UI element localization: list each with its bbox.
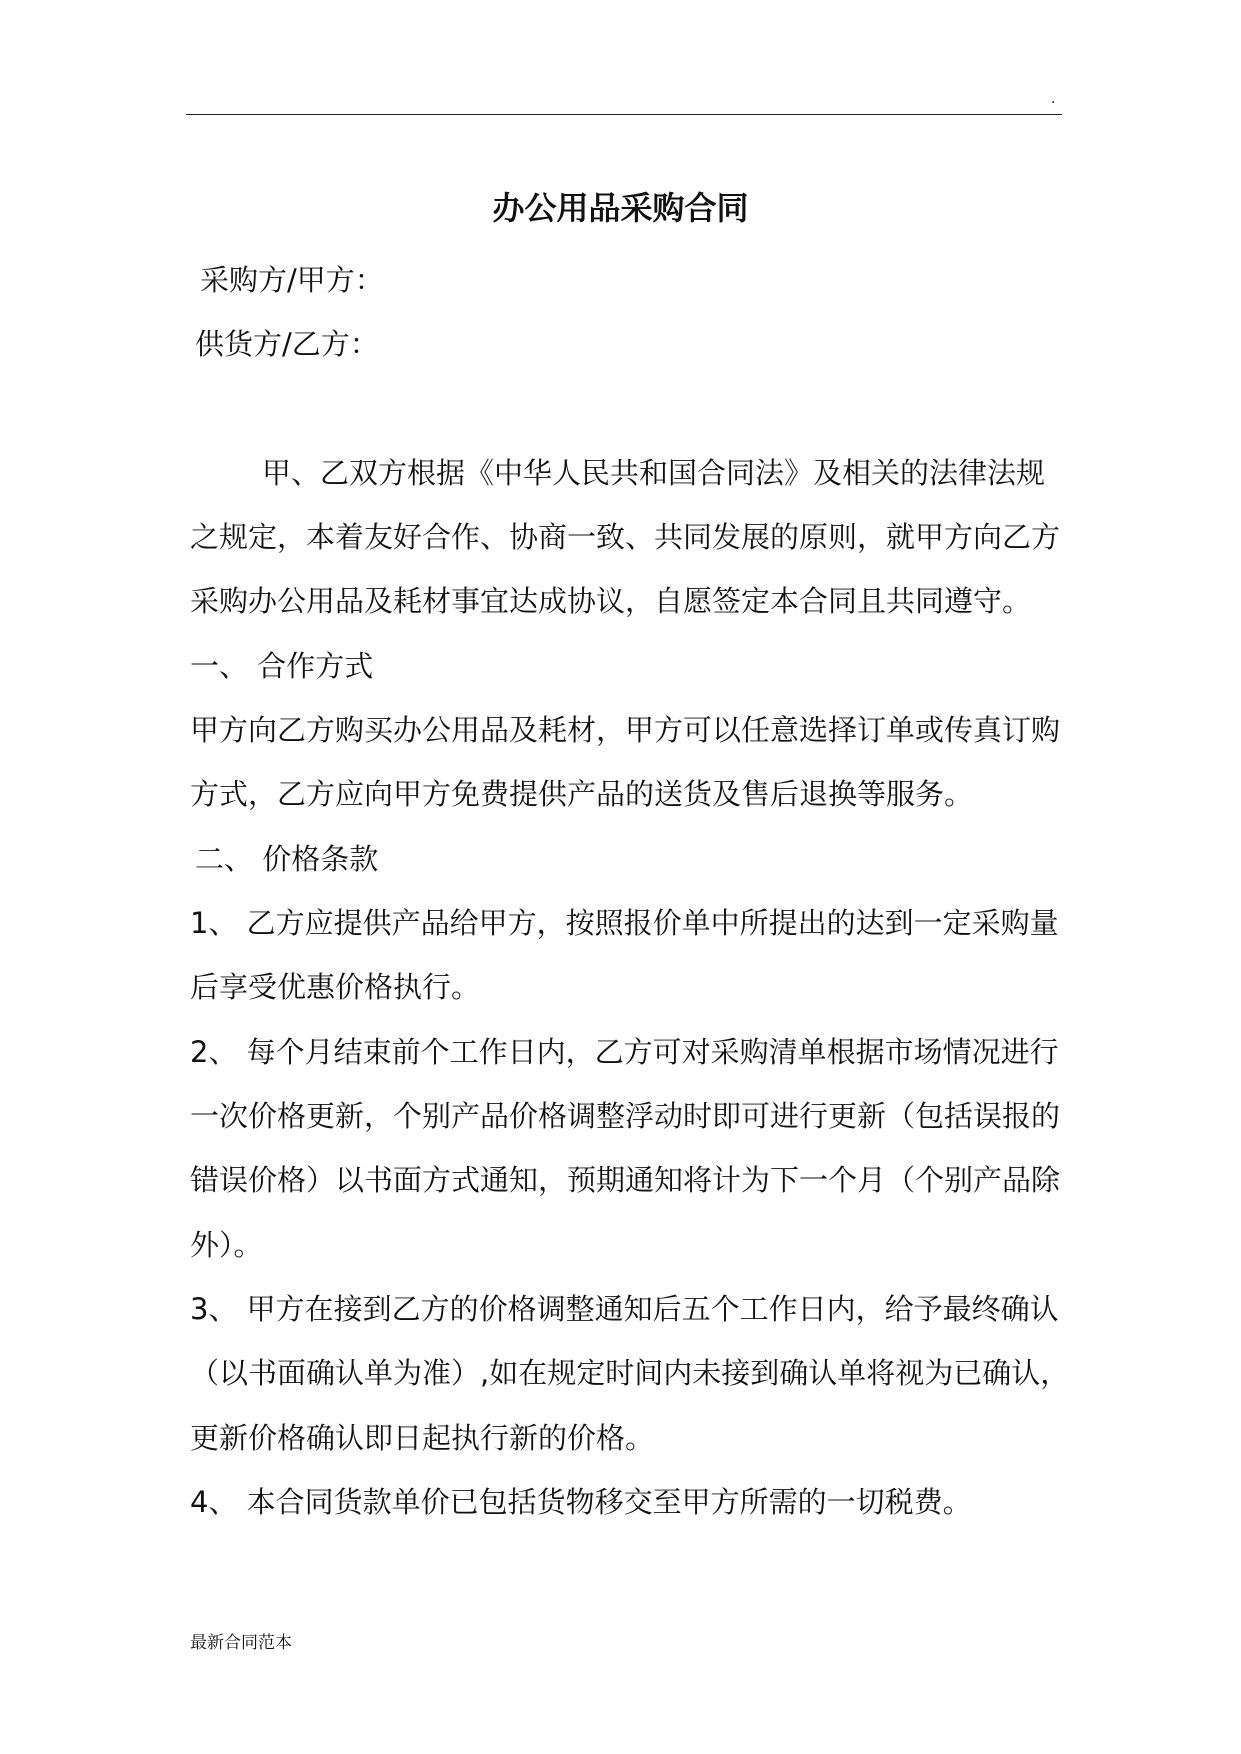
section1-line-1: 甲方向乙方购买办公用品及耗材，甲方可以任意选择订单或传真订购 — [190, 713, 1061, 747]
document-title: 办公用品采购合同 — [492, 189, 749, 227]
clause-2-line-1: 2、 每个月结束前个工作日内，乙方可对采购清单根据市场情况进行 — [190, 1035, 1059, 1069]
section1-line-2: 方式，乙方应向甲方免费提供产品的送货及售后退换等服务。 — [190, 777, 974, 811]
preamble-line-3: 采购办公用品及耗材事宜达成协议，自愿签定本合同且共同遵守。 — [190, 584, 1032, 618]
preamble-line-2: 之规定，本着友好合作、协商一致、共同发展的原则，就甲方向乙方 — [190, 520, 1061, 554]
clause-3-line-2: （以书面确认单为准）,如在规定时间内未接到确认单将视为已确认， — [190, 1356, 1070, 1390]
clause-3-line-1: 3、 甲方在接到乙方的价格调整通知后五个工作日内，给予最终确认 — [190, 1292, 1059, 1326]
clause-2-line-3: 错误价格）以书面方式通知，预期通知将计为下一个月（个别产品除 — [190, 1163, 1061, 1197]
clause-3-line-3: 更新价格确认即日起执行新的价格。 — [190, 1421, 655, 1455]
section2-heading: 二、 价格条款 — [195, 842, 379, 876]
clause-2-line-4: 外）。 — [190, 1228, 263, 1262]
section1-heading: 一、 合作方式 — [190, 649, 374, 683]
supplier-label: 供货方/乙方： — [195, 327, 379, 361]
header-rule — [186, 114, 1062, 115]
clause-4-line-1: 4、 本合同货款单价已包括货物移交至甲方所需的一切税费。 — [190, 1485, 972, 1519]
page-footer: 最新合同范本 — [190, 1633, 292, 1653]
buyer-label: 采购方/甲方： — [200, 263, 384, 297]
header-mark: . — [1051, 91, 1056, 107]
clause-2-line-2: 一次价格更新，个别产品价格调整浮动时即可进行更新（包括误报的 — [190, 1099, 1061, 1133]
clause-1-line-2: 后享受优惠价格执行。 — [190, 970, 481, 1004]
clause-1-line-1: 1、 乙方应提供产品给甲方，按照报价单中所提出的达到一定采购量 — [190, 906, 1059, 940]
preamble-line-1: 甲、乙双方根据《中华人民共和国合同法》及相关的法律法规 — [262, 456, 1046, 490]
